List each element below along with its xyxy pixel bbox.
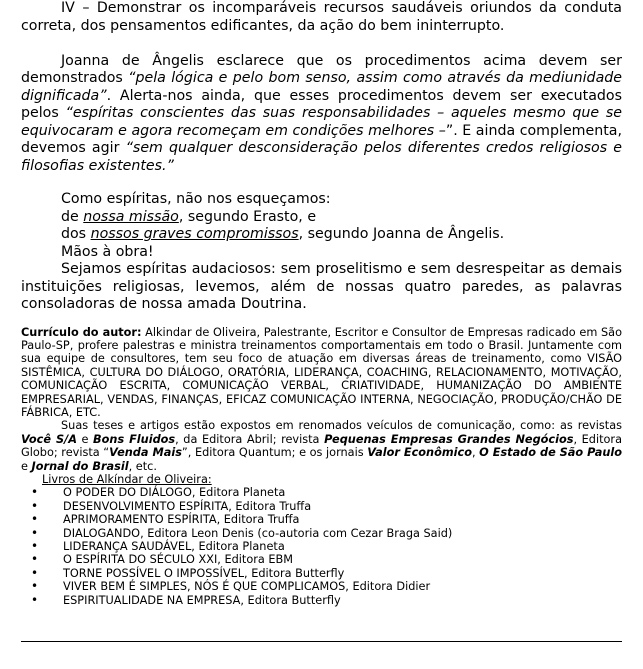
media-title: Pequenas Empresas Grandes Negócios	[324, 432, 574, 446]
media-title: Jornal do Brasil	[31, 459, 129, 473]
list-item: • DIALOGANDO, Editora Leon Denis (co-autoria com Cezar Braga Said)	[21, 527, 622, 540]
books-heading: Livros de Alkíndar de Oliveira:	[42, 472, 212, 486]
line-maos-obra: Mãos à obra!	[61, 243, 154, 260]
document-page	[21, 0, 622, 607]
quote: “espíritas conscientes das suas responsabilidades – aqueles mesmo que se equivocaram e agora recomeçam em condições melhores –	[21, 105, 622, 139]
list-item: • APRIMORAMENTO ESPÍRITA, Editora Truffa	[21, 513, 622, 526]
text-segment: ”. E ainda complementa, devemos agir	[21, 122, 622, 156]
media-title: O Estado de São Paulo	[479, 446, 622, 460]
text-segment: , da Editora Abril; revista	[175, 432, 325, 446]
list-item: • VIVER BEM É SIMPLES, NÓS É QUE COMPLICAMOS, Editora Didier	[21, 580, 622, 593]
media-paragraph	[21, 419, 622, 473]
line-compromissos	[21, 226, 622, 244]
text-segment: ,	[471, 446, 480, 460]
text-segment: , etc.	[128, 459, 157, 473]
text-segment: de	[61, 208, 84, 225]
bottom-rule	[21, 641, 622, 642]
curriculum-text: Alkindar de Oliveira, Palestrante, Escritor e Consultor de Empresas radicado em São Paulo-SP, profere palestras e ministra treinamentos comportamentais em todo o Brasil. Juntamente com sua equipe de consultores, tem seu foco de atuação em diversas áreas de treinamento, como VISÃO SISTÊMICA, CULTURA DO DIÁLOGO, ORATÓRIA, LIDERANÇA, COACHING, RELACIONAMENTO, MOTIVAÇÃO, COMUNICAÇÃO ESCRITA, COMUNICAÇÃO VERBAL, CRIATIVIDADE, HUMANIZAÇÃO DO AMBIENTE EMPRESARIAL, VENDAS, FINANÇAS, EFICAZ COMUNICAÇÃO INTERNA, NEGOCIAÇÃO, PRODUÇÃO/CHÃO DE FÁBRICA, ETC.	[21, 325, 622, 419]
line-nossa-missao	[21, 209, 622, 227]
text-segment: e	[76, 432, 94, 446]
media-title: Venda Mais	[109, 446, 182, 460]
media-title: Você S/A	[21, 432, 77, 446]
list-item: • O ESPÍRITA DO SÉCULO XXI, Editora EBM	[21, 553, 622, 566]
text-segment: , segundo Erasto, e	[178, 208, 317, 225]
curriculum-label: Currículo do autor:	[21, 325, 142, 339]
paragraph-iv: IV – Demonstrar os incomparáveis recursos saudáveis oriundos da conduta correta, dos pensamentos edificantes, da ação do bem ininterrupto.	[21, 0, 622, 34]
quote: “sem qualquer desconsideração pelos diferentes credos religiosos e filosofias existentes.”	[21, 140, 622, 174]
quote: “pela lógica e pelo bom senso, assim como através da mediunidade dignificada”	[21, 70, 622, 104]
author-curriculum	[21, 326, 622, 608]
paragraph-joanna	[21, 53, 622, 176]
list-item: • DESENVOLVIMENTO ESPÍRITA, Editora Truffa	[21, 500, 622, 513]
line-como-espiritas: Como espíritas, não nos esqueçamos:	[61, 191, 331, 207]
list-item: • TORNE POSSÍVEL O IMPOSSÍVEL, Editora Butterfly	[21, 567, 622, 580]
media-title: Bons Fluidos	[93, 432, 176, 446]
books-list	[21, 486, 622, 607]
underlined-italic: nossos graves compromissos	[90, 226, 299, 242]
text-segment: , Editora Globo; revista “	[21, 432, 622, 460]
text-segment: Suas teses e artigos estão expostos em renomados veículos de comunicação, como: as revistas	[61, 419, 622, 433]
list-item: • LIDERANÇA SAUDÁVEL, Editora Planeta	[21, 540, 622, 553]
text-segment: Joanna de Ângelis esclarece que os procedimentos acima devem ser demonstrados	[21, 52, 622, 86]
media-title: Valor Econômico	[367, 446, 472, 460]
text-segment: dos	[61, 226, 91, 242]
text-segment: ”, Editora Quantum; e os jornais	[181, 446, 368, 460]
text-segment: . Alerta-nos ainda, que esses procedimentos devem ser executados pelos	[21, 87, 622, 121]
text-segment: e	[21, 459, 32, 473]
text-segment: , segundo Joanna de Ângelis.	[298, 226, 505, 242]
list-item: • ESPIRITUALIDADE NA EMPRESA, Editora Butterfly	[21, 594, 622, 607]
underlined-italic: nossa missão	[83, 208, 179, 225]
list-item: • O PODER DO DIÁLOGO, Editora Planeta	[21, 486, 622, 499]
curriculum-paragraph	[21, 326, 622, 420]
paragraph-sejamos: Sejamos espíritas audaciosos: sem proselitismo e sem desrespeitar as demais instituições religiosas, levemos, além de nossas quatro paredes, as palavras consoladoras de nossa amada Doutrina.	[21, 261, 622, 312]
main-text	[21, 0, 622, 314]
